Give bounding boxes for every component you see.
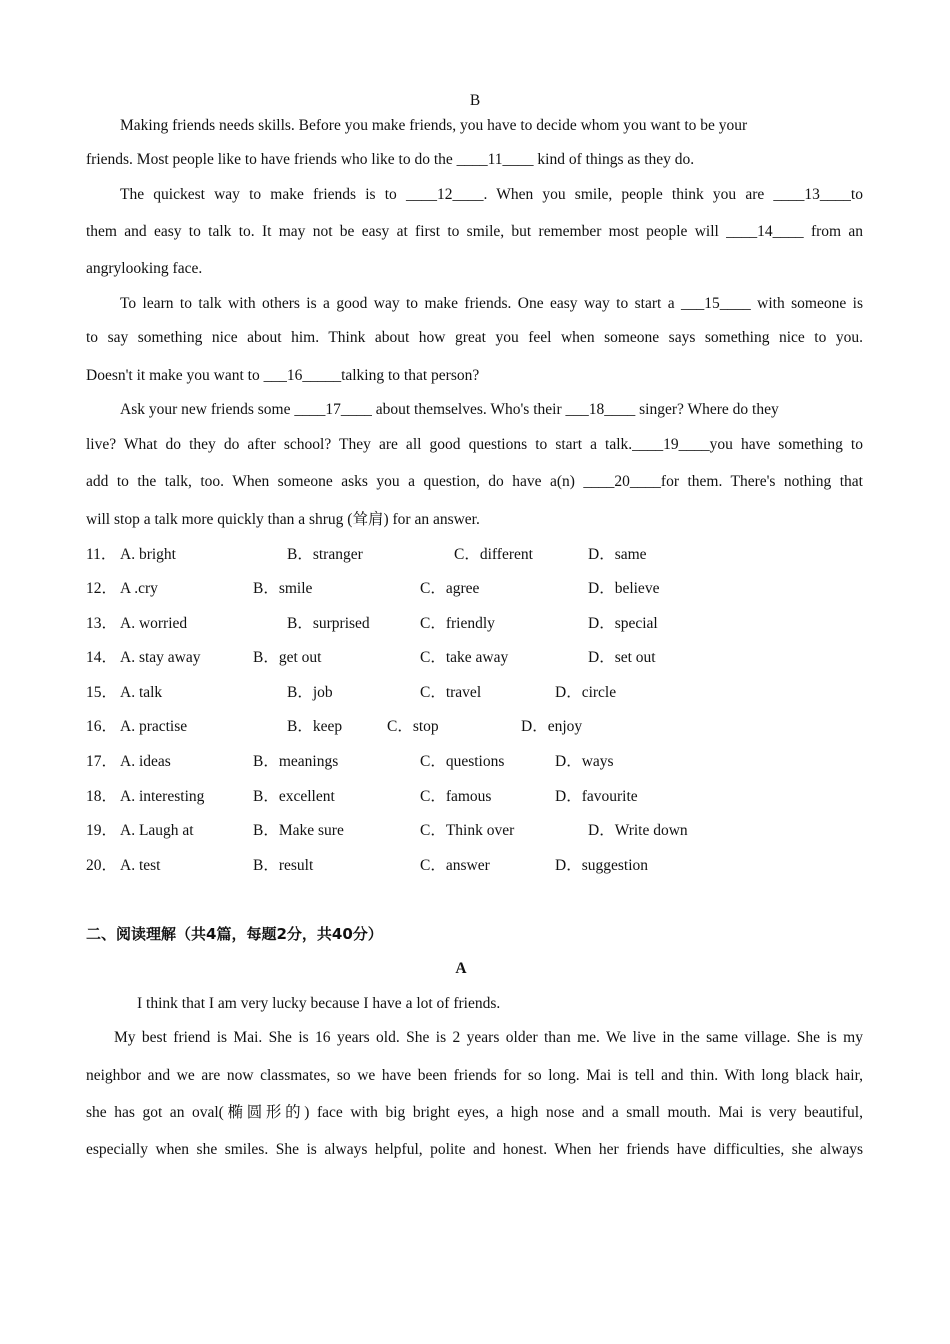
option-d[interactable]: D．enjoy [521,718,583,735]
option-a[interactable]: A. bright [120,546,176,563]
option-b[interactable]: B．smile [253,580,313,597]
question-options-17 [86,752,846,772]
option-d[interactable]: D．favourite [555,788,638,805]
option-b[interactable]: B．result [253,857,314,874]
option-c[interactable]: C．agree [420,580,480,597]
passage-b-line: Ask your new friends some ____17____ about themselves. Who's their ___18____ singer? Where do they [120,401,779,418]
option-c[interactable]: C．different [454,546,533,563]
passage-b-line: Doesn't it make you want to ___16_____talking to that person? [86,367,480,384]
passage-a-line: she has got an oval(椭圆形的) face with big bright eyes, a high nose and a small mouth. Mai is very beautiful, [86,1104,863,1121]
question-number: 14． [86,649,118,666]
question-options-11 [86,545,846,565]
question-options-19 [86,821,846,841]
option-c[interactable]: C．Think over [420,822,515,839]
passage-a-line: especially when she smiles. She is always helpful, polite and honest. When her friends have difficulties, she always [86,1141,863,1158]
passage-b-line: will stop a talk more quickly than a shrug (耸肩) for an answer. [86,511,480,528]
question-options-20 [86,856,846,876]
section-title: 二、阅读理解（共4篇，每题2分，共40分） [86,925,383,943]
passage-b-line: To learn to talk with others is a good way to make friends. One easy way to start a ___15____ with someone is [120,295,863,312]
option-c[interactable]: C．take away [420,649,509,666]
question-options-13 [86,614,846,634]
option-d[interactable]: D．believe [588,580,660,597]
question-number: 17． [86,753,118,770]
option-b[interactable]: B．surprised [287,615,370,632]
passage-a-line: neighbor and we are now classmates, so we have been friends for so long. Mai is tell and thin. With long black hair, [86,1067,863,1084]
option-b[interactable]: B．Make sure [253,822,344,839]
option-b[interactable]: B．excellent [253,788,335,805]
passage-b-line: live? What do they do after school? They are all good questions to start a talk.____19____you have something to [86,436,863,453]
option-a[interactable]: A. ideas [120,753,171,770]
option-c[interactable]: C．travel [420,684,482,701]
passage-b-line: to say something nice about him. Think about how great you feel when someone says something nice to you. [86,329,863,346]
option-a[interactable]: A. talk [120,684,163,701]
question-number: 16． [86,718,118,735]
option-b[interactable]: B．keep [287,718,343,735]
passage-b-line: Making friends needs skills. Before you make friends, you have to decide whom you want to be your [120,117,748,134]
passage-b-line: The quickest way to make friends is to ____12____. When you smile, people think you are ____13____to [120,186,863,203]
option-a[interactable]: A. interesting [120,788,205,805]
passage-b-line: add to the talk, too. When someone asks you a question, do have a(n) ____20____for them. There's nothing that [86,473,863,490]
option-c[interactable]: C．famous [420,788,492,805]
option-d[interactable]: D．circle [555,684,617,701]
question-number: 13． [86,615,118,632]
option-b[interactable]: B．stranger [287,546,363,563]
option-b[interactable]: B．get out [253,649,322,666]
option-a[interactable]: A. stay away [120,649,201,666]
option-d[interactable]: D．ways [555,753,614,770]
passage-a-line: I think that I am very lucky because I have a lot of friends. [137,995,501,1012]
option-d[interactable]: D．Write down [588,822,688,839]
option-a[interactable]: A. practise [120,718,188,735]
passage-b-heading: B [469,92,481,109]
passage-a-line: My best friend is Mai. She is 16 years old. She is 2 years older than me. We live in the same village. She is my [114,1029,863,1046]
option-c[interactable]: C．stop [387,718,439,735]
option-c[interactable]: C．questions [420,753,505,770]
option-a[interactable]: A. Laugh at [120,822,194,839]
question-number: 12． [86,580,118,597]
question-options-18 [86,787,846,807]
question-number: 20． [86,857,118,874]
option-c[interactable]: C．answer [420,857,490,874]
question-options-16 [86,717,846,737]
passage-a-heading: A [455,960,467,977]
passage-b-line: them and easy to talk to. It may not be easy at first to smile, but remember most people will ____14____ from an [86,223,863,240]
option-d[interactable]: D．set out [588,649,656,666]
question-number: 19． [86,822,118,839]
option-a[interactable]: A .cry [120,580,158,597]
option-b[interactable]: B．meanings [253,753,339,770]
option-d[interactable]: D．suggestion [555,857,649,874]
passage-b-line: friends. Most people like to have friends who like to do the ____11____ kind of things as they do. [86,151,695,168]
passage-b-line: angrylooking face. [86,260,203,277]
option-b[interactable]: B．job [287,684,333,701]
option-a[interactable]: A. worried [120,615,188,632]
option-c[interactable]: C．friendly [420,615,495,632]
question-number: 11． [86,546,117,563]
question-options-14 [86,648,846,668]
question-options-15 [86,683,846,703]
option-d[interactable]: D．special [588,615,658,632]
question-number: 18． [86,788,118,805]
option-d[interactable]: D．same [588,546,647,563]
question-number: 15． [86,684,118,701]
option-a[interactable]: A. test [120,857,161,874]
question-options-12 [86,579,846,599]
